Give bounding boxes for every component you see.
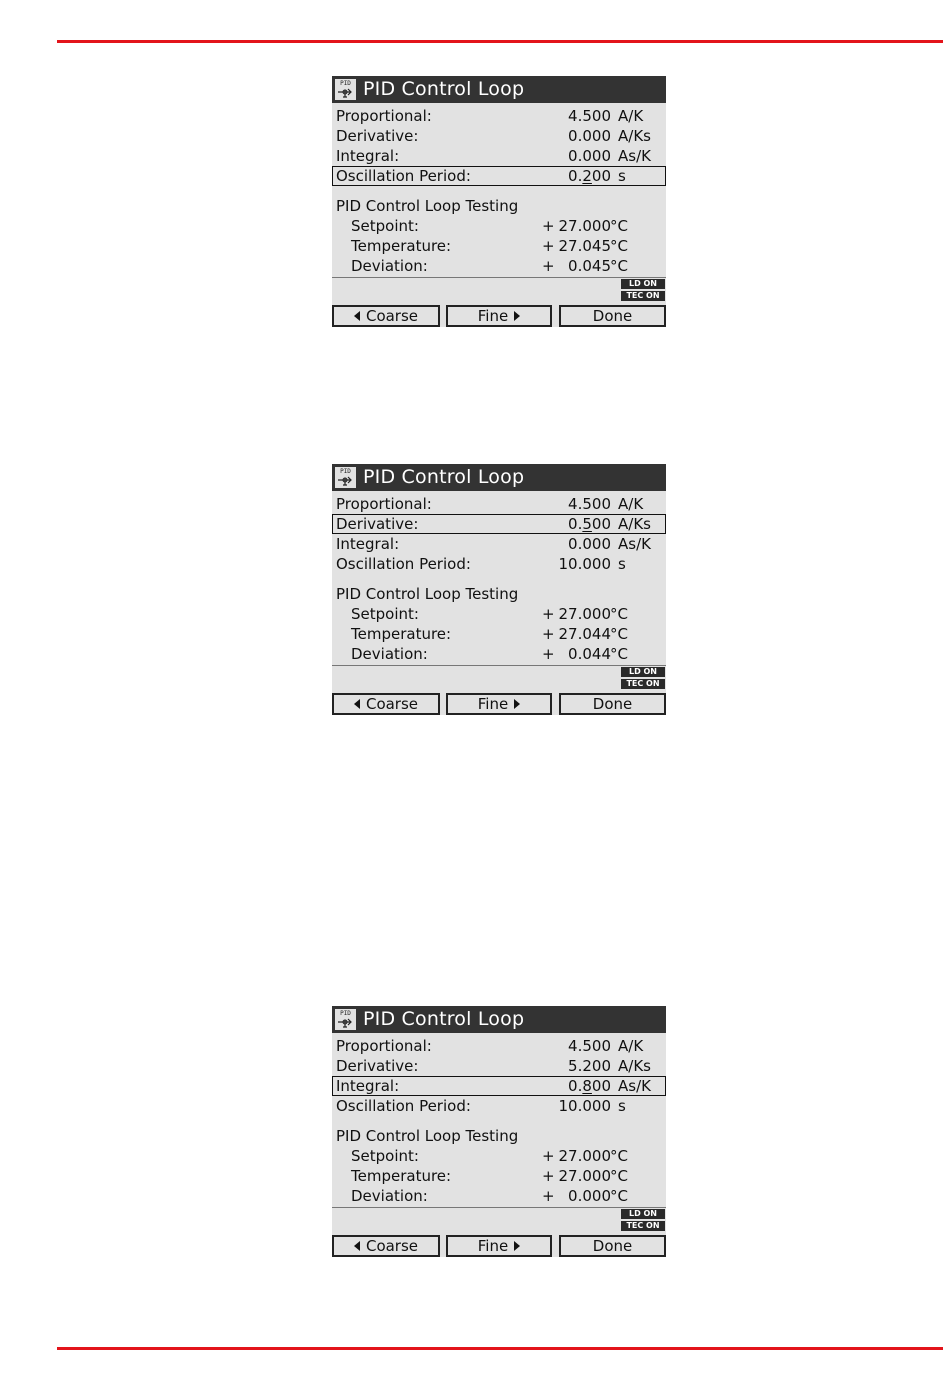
coarse-button[interactable]: Coarse	[332, 305, 440, 327]
param-row-oscillation-period[interactable]: Oscillation Period: 10.000 s	[336, 1097, 626, 1115]
param-row-oscillation-period[interactable]: Oscillation Period: 10.000 s	[336, 555, 626, 573]
pid-icon: PID	[334, 466, 357, 489]
title-bar	[332, 1006, 666, 1033]
status-badges	[621, 667, 665, 691]
fine-button[interactable]: Fine	[446, 305, 552, 327]
ld-status-badge: LD ON	[621, 1209, 665, 1219]
param-row-integral[interactable]: Integral: 0.800 As/K	[332, 1076, 666, 1096]
coarse-button[interactable]: Coarse	[332, 1235, 440, 1257]
softkey-bar	[332, 693, 666, 715]
param-row-derivative[interactable]: Derivative: 0.500 A/Ks	[332, 514, 666, 534]
divider	[332, 665, 666, 666]
edit-cursor-digit: 8	[582, 1077, 592, 1095]
testing-row-setpoint: Setpoint: + 27.000 °C	[351, 605, 628, 623]
arrow-left-icon	[354, 311, 360, 321]
title-bar	[332, 464, 666, 491]
screen-title: PID Control Loop	[363, 466, 525, 488]
top-red-rule	[57, 40, 943, 43]
arrow-left-icon	[354, 1241, 360, 1251]
fine-button[interactable]: Fine	[446, 693, 552, 715]
softkey-bar	[332, 305, 666, 327]
testing-row-deviation: Deviation: + 0.000 °C	[351, 1187, 628, 1205]
tec-status-badge: TEC ON	[621, 1221, 665, 1231]
pid-screen-1	[332, 76, 666, 327]
bottom-red-rule	[57, 1347, 943, 1350]
done-button[interactable]: Done	[559, 305, 666, 327]
pid-screen-2	[332, 464, 666, 715]
done-button[interactable]: Done	[559, 1235, 666, 1257]
pid-icon: PID	[334, 1008, 357, 1031]
arrow-right-icon	[514, 311, 520, 321]
testing-heading: PID Control Loop Testing	[336, 585, 519, 603]
status-badges	[621, 1209, 665, 1233]
ld-status-badge: LD ON	[621, 667, 665, 677]
testing-row-setpoint: Setpoint: + 27.000 °C	[351, 217, 628, 235]
param-row-proportional[interactable]: Proportional: 4.500 A/K	[336, 495, 644, 513]
param-row-integral[interactable]: Integral: 0.000 As/K	[336, 147, 651, 165]
divider	[332, 277, 666, 278]
testing-row-deviation: Deviation: + 0.045 °C	[351, 257, 628, 275]
pid-icon: PID	[334, 78, 357, 101]
arrow-left-icon	[354, 699, 360, 709]
status-badges	[621, 279, 665, 303]
param-row-oscillation-period[interactable]: Oscillation Period: 0.200 s	[332, 166, 666, 186]
screen-title: PID Control Loop	[363, 1008, 525, 1030]
edit-cursor-digit: 2	[582, 167, 592, 185]
testing-row-temperature: Temperature: + 27.045 °C	[351, 237, 628, 255]
param-row-proportional[interactable]: Proportional: 4.500 A/K	[336, 1037, 644, 1055]
edit-cursor-digit: 5	[582, 515, 592, 533]
testing-row-deviation: Deviation: + 0.044 °C	[351, 645, 628, 663]
tec-status-badge: TEC ON	[621, 291, 665, 301]
testing-heading: PID Control Loop Testing	[336, 1127, 519, 1145]
title-bar	[332, 76, 666, 103]
testing-heading: PID Control Loop Testing	[336, 197, 519, 215]
fine-button[interactable]: Fine	[446, 1235, 552, 1257]
param-row-integral[interactable]: Integral: 0.000 As/K	[336, 535, 651, 553]
arrow-right-icon	[514, 699, 520, 709]
arrow-right-icon	[514, 1241, 520, 1251]
param-row-derivative[interactable]: Derivative: 0.000 A/Ks	[336, 127, 651, 145]
param-row-derivative[interactable]: Derivative: 5.200 A/Ks	[336, 1057, 651, 1075]
ld-status-badge: LD ON	[621, 279, 665, 289]
screen-title: PID Control Loop	[363, 78, 525, 100]
tec-status-badge: TEC ON	[621, 679, 665, 689]
softkey-bar	[332, 1235, 666, 1257]
divider	[332, 1207, 666, 1208]
pid-screen-3	[332, 1006, 666, 1257]
coarse-button[interactable]: Coarse	[332, 693, 440, 715]
param-row-proportional[interactable]: Proportional: 4.500 A/K	[336, 107, 644, 125]
testing-row-temperature: Temperature: + 27.044 °C	[351, 625, 628, 643]
done-button[interactable]: Done	[559, 693, 666, 715]
testing-row-setpoint: Setpoint: + 27.000 °C	[351, 1147, 628, 1165]
testing-row-temperature: Temperature: + 27.000 °C	[351, 1167, 628, 1185]
